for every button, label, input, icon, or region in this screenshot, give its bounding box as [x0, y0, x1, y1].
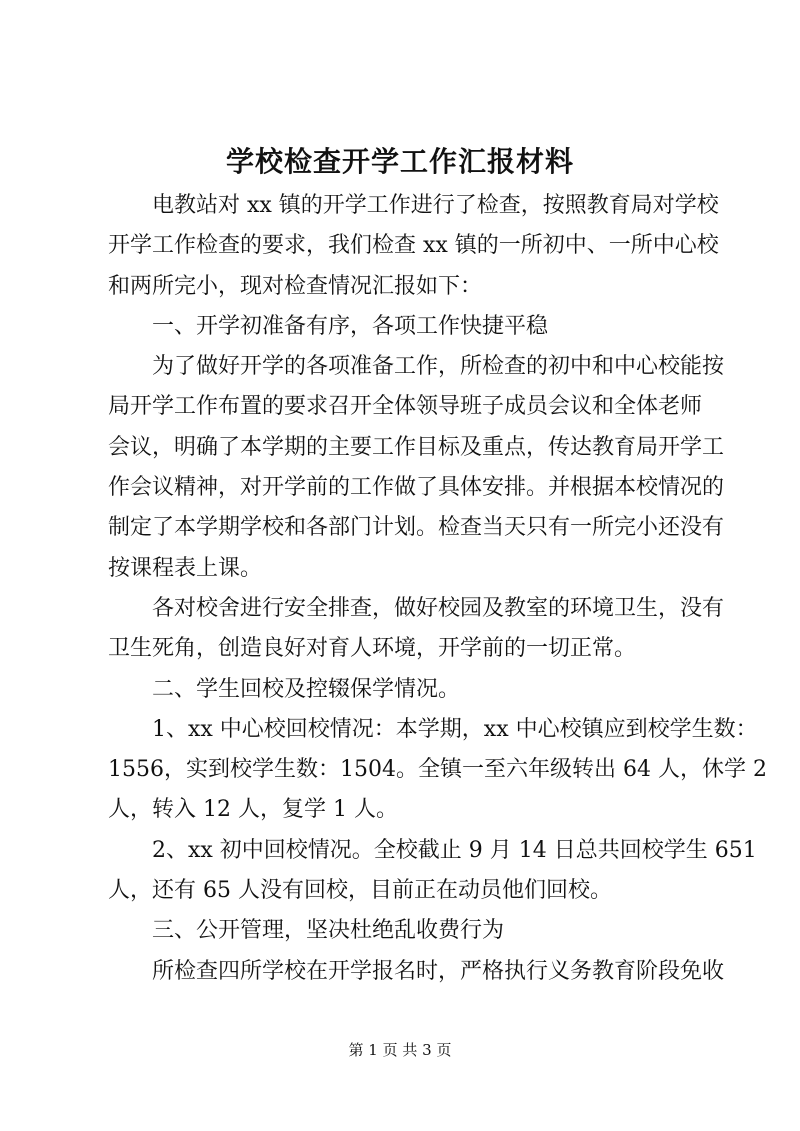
paragraph-line: 为了做好开学的各项准备工作，所检查的初中和中心校能按: [152, 354, 725, 380]
paragraph-line: 按课程表上课。: [108, 555, 263, 581]
paragraph-line: 会议，明确了本学期的主要工作目标及重点，传达教育局开学工: [108, 434, 725, 460]
paragraph-line: 2、xx 初中回校情况。全校截止 9 月 14 日总共回校学生 651: [152, 837, 757, 863]
paragraph-line: 人，还有 65 人没有回校，目前正在动员他们回校。: [108, 878, 612, 904]
paragraph-line: 作会议精神，对开学前的工作做了具体安排。并根据本校情况的: [108, 475, 725, 501]
paragraph-line: 和两所完小，现对检查情况汇报如下：: [108, 273, 483, 299]
paragraph-line: 1、xx 中心校回校情况：本学期，xx 中心校镇应到校学生数：: [152, 716, 758, 742]
paragraph-line: 1556，实到校学生数：1504。全镇一至六年级转出 64 人，休学 2: [108, 757, 767, 783]
paragraph-line: 局开学工作布置的要求召开全体领导班子成员会议和全体老师: [108, 394, 703, 420]
section-heading: 一、开学初准备有序，各项工作快捷平稳: [152, 313, 549, 339]
section-heading: 三、公开管理，坚决杜绝乱收费行为: [152, 918, 505, 944]
document-title: 学校检查开学工作汇报材料: [225, 145, 574, 178]
paragraph-line: 所检查四所学校在开学报名时，严格执行义务教育阶段免收: [152, 958, 725, 984]
paragraph-line: 各对校舍进行安全排查，做好校园及教室的环境卫生，没有: [152, 595, 725, 621]
section-heading: 二、学生回校及控辍保学情况。: [152, 676, 461, 702]
page-number-footer: 第 1 页 共 3 页: [348, 1041, 452, 1059]
paragraph-line: 制定了本学期学校和各部门计划。检查当天只有一所完小还没有: [108, 515, 725, 541]
paragraph-line: 开学工作检查的要求，我们检查 xx 镇的一所初中、一所中心校: [108, 233, 719, 259]
paragraph-line: 电教站对 xx 镇的开学工作进行了检查，按照教育局对学校: [152, 193, 719, 218]
document-body: [108, 186, 767, 992]
paragraph-line: 卫生死角，创造良好对育人环境，开学前的一切正常。: [108, 636, 637, 662]
paragraph-line: 人，转入 12 人，复学 1 人。: [108, 797, 398, 823]
